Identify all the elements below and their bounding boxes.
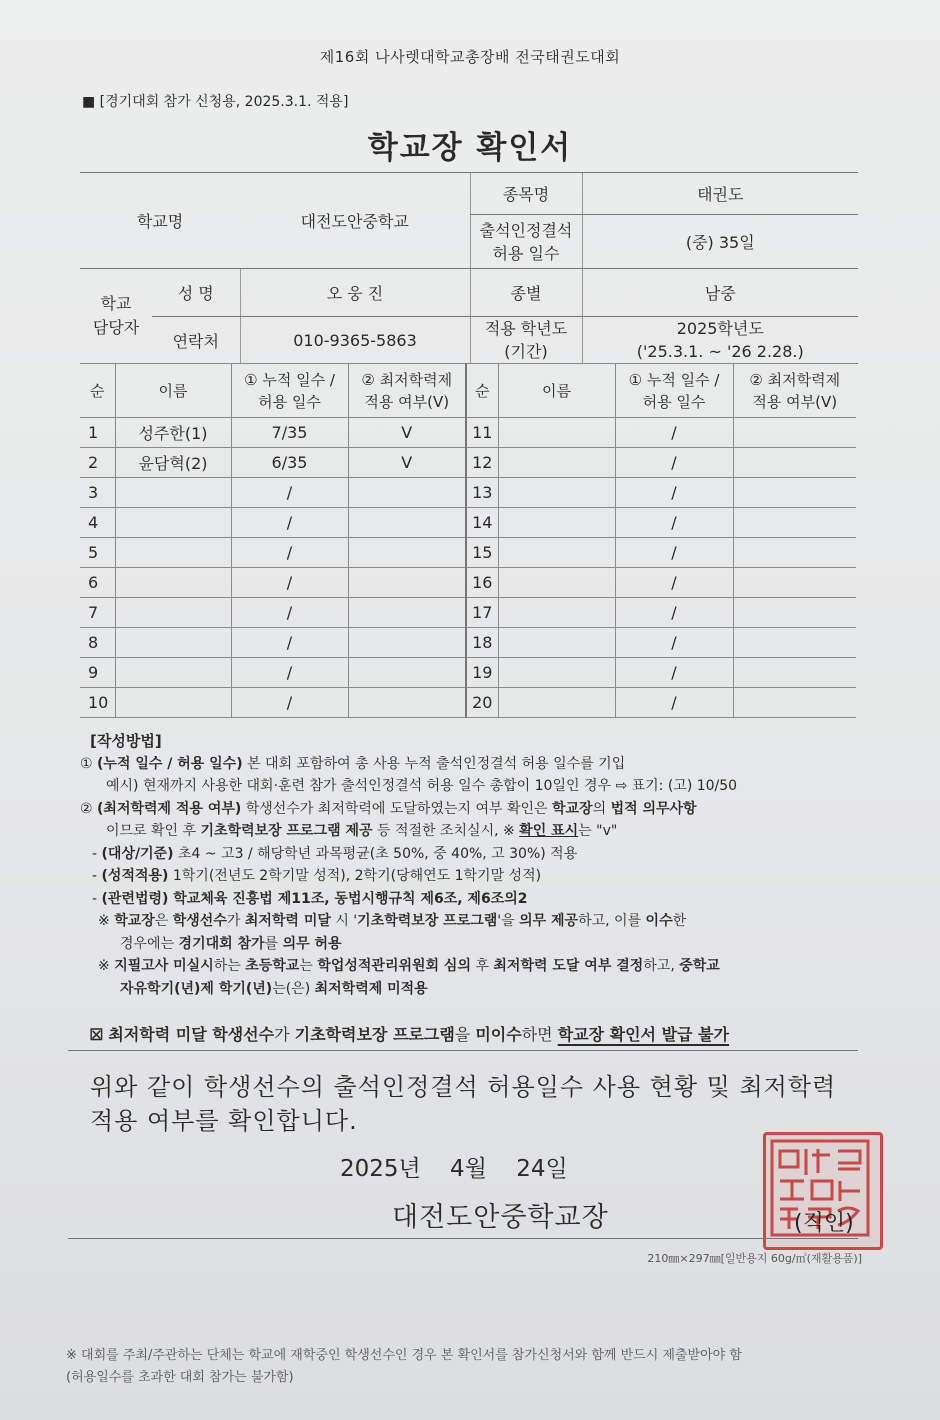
table-row — [80, 418, 856, 448]
form-tag: ■ [경기대회 참가 신청용, 2025.3.1. 적용] — [82, 94, 349, 110]
guide-note-mark: ※ — [98, 958, 115, 974]
guide-text: 를 — [264, 935, 283, 952]
table-row — [80, 598, 856, 628]
writing-guide — [80, 730, 860, 1000]
guide-dash: - — [92, 868, 102, 884]
warning-text: 하면 — [521, 1025, 558, 1044]
row-no-right: 13 — [466, 478, 498, 508]
row-no: 10 — [80, 688, 115, 718]
guide-line-11 — [80, 978, 860, 1001]
row-days-right: / — [615, 478, 733, 508]
guide-bold: 학업성적관리위원회 심의 — [317, 958, 471, 974]
header-days-line-2: 허용 일수 — [258, 392, 321, 411]
row-days: / — [231, 658, 348, 688]
guide-bold: 의무 제공 — [519, 913, 579, 929]
row-no-right: 11 — [466, 418, 498, 448]
guide-line-5 — [80, 843, 860, 866]
student-roster-table — [80, 363, 856, 718]
table-row — [80, 538, 856, 568]
issuer-name: 대전도안중학교장 — [392, 1202, 609, 1233]
guide-text: 는 "v" — [578, 823, 618, 839]
event-label: 종목명 — [470, 173, 582, 215]
warning-text: 가 — [274, 1025, 295, 1044]
row-days-right: / — [615, 538, 733, 568]
guide-line-4 — [80, 820, 860, 843]
guide-mark-1: ① — [80, 755, 93, 772]
row-days-right: / — [615, 658, 733, 688]
row-days-right: / — [615, 418, 733, 448]
guide-bold: 최저학력제 미적용 — [314, 980, 428, 997]
guide-dash: - — [92, 890, 102, 907]
row-check-right — [733, 418, 856, 448]
header-days — [231, 364, 348, 418]
guide-bold: 기초학력보장 프로그램 — [357, 913, 498, 929]
row-check — [348, 658, 466, 688]
guide-text: 학생선수가 최저학력에 도달하였는지 여부 확인은 — [241, 800, 552, 817]
arrow-box-icon: ⮽ — [90, 1025, 103, 1044]
guide-line-3 — [80, 798, 860, 821]
table-row — [80, 568, 856, 598]
warning-text: 최저학력 미달 학생선수 — [108, 1025, 275, 1044]
table-row — [80, 478, 856, 508]
warning-text: 을 — [454, 1025, 476, 1044]
guide-text: 하고, — [643, 958, 680, 974]
guide-bold: (성적적용) — [101, 868, 169, 884]
row-check — [348, 598, 466, 628]
row-check: V — [348, 448, 466, 478]
guide-text: 초4 ~ 고3 / 해당학년 과목평균(초 50%, 중 40%, 고 30%) 적용 — [173, 845, 578, 862]
header-days-line-1: ① 누적 일수 / — [244, 370, 335, 389]
row-no-right: 15 — [466, 538, 498, 568]
guide-text: 후 — [470, 958, 494, 974]
guide-bold: 자유학기(년)제 학기(년) — [120, 980, 273, 997]
row-name — [115, 688, 231, 718]
row-no: 1 — [80, 418, 115, 448]
allowed-days-label-2: 허용 일수 — [492, 243, 560, 263]
row-days-right: / — [615, 568, 733, 598]
guide-text: '을 — [497, 913, 520, 929]
guide-line-6 — [80, 865, 860, 888]
guide-line-10 — [80, 955, 860, 978]
guide-bold: 초등학교 — [245, 958, 300, 974]
row-no-right: 14 — [466, 508, 498, 538]
row-name-right — [498, 538, 615, 568]
row-name-right — [498, 658, 615, 688]
header-no-right: 순 — [466, 364, 498, 418]
row-days-right: / — [615, 598, 733, 628]
manager-label — [80, 269, 152, 364]
row-days: / — [231, 688, 348, 718]
footnote-line-1: ※ 대회를 주최/주관하는 단체는 학교에 재학중인 학생선수인 경우 본 확인서를 참가신청서와 함께 반드시 제출받아야 함 — [66, 1348, 742, 1363]
row-days: / — [231, 628, 348, 658]
competition-name: 제16회 나사렛대학교총장배 전국태권도대회 — [319, 48, 621, 66]
row-check-right — [733, 598, 856, 628]
guide-text: 한 — [672, 913, 687, 929]
header-min-line-2: 적용 여부(V) — [364, 392, 450, 411]
guide-text: 1학기(전년도 2학기말 성적), 2학기(당해연도 1학기말 성적) — [168, 868, 542, 884]
row-name — [115, 598, 231, 628]
row-name-right — [498, 568, 615, 598]
document-title: 학교장 확인서 — [367, 130, 573, 166]
table-row — [80, 508, 856, 538]
header-min-right-line-1: ② 최저학력제 — [749, 370, 841, 389]
school-value: 대전도안중학교 — [240, 173, 470, 269]
guide-bold: 중학교 — [679, 958, 720, 974]
warning-text: 기초학력보장 프로그램 — [294, 1025, 455, 1044]
row-check-right — [733, 658, 856, 688]
row-name — [115, 658, 231, 688]
academic-year-value — [582, 317, 858, 364]
row-name-right — [498, 448, 615, 478]
row-check — [348, 508, 466, 538]
divider — [68, 1050, 858, 1051]
guide-bold: (대상/기준) — [101, 845, 174, 862]
row-check-right — [733, 508, 856, 538]
header-min-right-line-2: 적용 여부(V) — [752, 392, 838, 411]
confirmation-statement: 위와 같이 학생선수의 출석인정결석 허용일수 사용 현황 및 최저학력 적용 여부를 확인합니다. — [90, 1073, 837, 1135]
guide-bold: 지필고사 미실시 — [114, 958, 214, 974]
divider — [68, 1238, 858, 1239]
row-check — [348, 538, 466, 568]
row-name — [115, 568, 231, 598]
row-days: / — [231, 598, 348, 628]
row-no-right: 12 — [466, 448, 498, 478]
guide-title: [작성방법] — [90, 732, 162, 750]
academic-year-label-1: 적용 학년도 — [484, 319, 568, 338]
header-days-right — [615, 364, 733, 418]
row-name: 윤담혁(2) — [115, 448, 231, 478]
seal-mark-label: (직인) — [794, 1211, 854, 1236]
guide-bold: 최저학력 도달 여부 결정 — [493, 958, 644, 974]
issue-date: 2025년 4월 24일 — [340, 1156, 568, 1182]
row-check — [348, 568, 466, 598]
warning-text: 학교장 확인서 발급 불가 — [557, 1025, 729, 1044]
row-days: / — [231, 538, 348, 568]
guide-bold: 의무 허용 — [282, 935, 342, 952]
guide-line-7 — [80, 888, 860, 911]
guide-text: 이므로 확인 후 — [106, 823, 201, 839]
guide-line-9 — [80, 933, 860, 956]
row-no: 4 — [80, 508, 115, 538]
header-no: 순 — [80, 364, 115, 418]
guide-text: 시 ' — [330, 913, 358, 929]
guide-bold: (최저학력제 적용 여부) — [97, 800, 242, 817]
row-days: / — [231, 568, 348, 598]
guide-bold: 학교장 — [552, 800, 593, 817]
table-row — [80, 658, 856, 688]
guide-bold: 학생선수 — [172, 913, 227, 929]
row-days-right: / — [615, 448, 733, 478]
guide-text: 하는 — [213, 958, 246, 974]
row-no-right: 18 — [466, 628, 498, 658]
gender-value: 남중 — [582, 269, 858, 317]
row-check-right — [733, 628, 856, 658]
academic-year-value-1: 2025학년도 — [676, 319, 764, 338]
header-name: 이름 — [115, 364, 231, 418]
academic-year-value-2: ('25.3.1. ~ '26 2.28.) — [636, 342, 804, 361]
guide-note-mark: ※ — [98, 913, 115, 929]
guide-bold: 학교장 — [114, 913, 155, 929]
row-check-right — [733, 448, 856, 478]
row-no-right: 17 — [466, 598, 498, 628]
footnote-line-2: (허용일수를 초과한 대회 참가는 불가함) — [66, 1370, 294, 1385]
guide-text: 의 — [592, 800, 611, 817]
guide-line-8 — [80, 910, 860, 933]
row-name — [115, 508, 231, 538]
row-days-right: / — [615, 508, 733, 538]
guide-line-2: 예시) 현재까지 사용한 대회·훈련 참가 출석인정결석 허용 일수 총합이 10일인 경우 ⇨ 표기: (고) 10/50 — [106, 778, 738, 794]
allowed-days-label — [470, 215, 582, 269]
submission-footnote — [66, 1345, 742, 1389]
guide-bold: 이수 — [645, 913, 673, 929]
row-no: 2 — [80, 448, 115, 478]
row-check-right — [733, 688, 856, 718]
row-days-right: / — [615, 688, 733, 718]
header-min-line-1: ② 최저학력제 — [361, 370, 453, 389]
row-check-right — [733, 538, 856, 568]
guide-bold: 경기대회 참가 — [178, 935, 265, 952]
table-row — [80, 628, 856, 658]
row-name-right — [498, 628, 615, 658]
manager-label-1: 학교 — [100, 294, 132, 313]
paper-size-note: 210㎜×297㎜[일반용지 60g/㎡(재활용품)] — [647, 1252, 862, 1265]
event-value: 태권도 — [582, 173, 858, 215]
header-days-right-line-2: 허용 일수 — [642, 392, 706, 411]
allowed-days-value: (중) 35일 — [582, 215, 858, 269]
academic-year-label — [470, 317, 582, 364]
row-no: 8 — [80, 628, 115, 658]
header-days-right-line-1: ① 누적 일수 / — [628, 370, 720, 389]
row-days: 7/35 — [231, 418, 348, 448]
guide-text: 는(은) — [272, 980, 315, 997]
gender-label: 종별 — [470, 269, 582, 317]
row-check-right — [733, 478, 856, 508]
row-name-right — [498, 418, 615, 448]
row-no: 6 — [80, 568, 115, 598]
guide-bold: 최저학력 미달 — [244, 913, 331, 929]
row-name — [115, 628, 231, 658]
guide-bold: 기초학력보장 프로그램 제공 — [200, 823, 373, 839]
manager-contact-label: 연락처 — [152, 317, 240, 364]
manager-name-label: 성 명 — [152, 269, 240, 317]
guide-bold: (누적 일수 / 허용 일수) — [97, 755, 243, 772]
guide-bold: 확인 표시 — [519, 823, 579, 839]
row-no: 9 — [80, 658, 115, 688]
warning-text: 미이수 — [475, 1025, 522, 1044]
guide-text: 경우에는 — [120, 935, 179, 952]
guide-text: 은 — [154, 913, 173, 929]
guide-text: 하고, 이를 — [578, 913, 646, 929]
guide-text: 가 — [226, 913, 245, 929]
header-min — [348, 364, 466, 418]
row-no-right: 20 — [466, 688, 498, 718]
guide-mark-2: ② — [80, 800, 93, 817]
manager-name-value: 오 웅 진 — [240, 269, 470, 317]
manager-label-2: 담당자 — [92, 318, 140, 337]
row-check: V — [348, 418, 466, 448]
row-days: 6/35 — [231, 448, 348, 478]
row-no: 7 — [80, 598, 115, 628]
row-name-right — [498, 598, 615, 628]
school-label: 학교명 — [80, 173, 240, 269]
row-name-right — [498, 508, 615, 538]
manager-contact-value: 010-9365-5863 — [240, 317, 470, 364]
row-check — [348, 688, 466, 718]
table-row — [80, 688, 856, 718]
row-days: / — [231, 478, 348, 508]
row-no-right: 19 — [466, 658, 498, 688]
header-name-right: 이름 — [498, 364, 615, 418]
academic-year-label-2: (기간) — [504, 342, 548, 361]
guide-bold: (관련법령) 학교체육 진흥법 제11조, 동법시행규칙 제6조, 제6조의2 — [101, 890, 528, 907]
guide-bold: 법적 의무사항 — [610, 800, 697, 817]
guide-text: 는 — [299, 958, 318, 974]
row-no: 3 — [80, 478, 115, 508]
row-no: 5 — [80, 538, 115, 568]
row-check — [348, 628, 466, 658]
row-name — [115, 478, 231, 508]
guide-line-1 — [80, 753, 860, 776]
table-row — [80, 448, 856, 478]
guide-text: 본 대회 포함하여 총 사용 누적 출석인정결석 허용 일수를 기입 — [242, 755, 626, 772]
row-name: 성주한(1) — [115, 418, 231, 448]
roster-header-row — [80, 364, 856, 418]
row-no-right: 16 — [466, 568, 498, 598]
issuance-warning — [90, 1022, 729, 1045]
row-days: / — [231, 508, 348, 538]
info-table — [80, 172, 858, 364]
guide-dash: - — [92, 845, 102, 862]
allowed-days-label-1: 출석인정결석 — [479, 220, 573, 240]
header-min-right — [733, 364, 856, 418]
row-check-right — [733, 568, 856, 598]
row-days-right: / — [615, 628, 733, 658]
row-check — [348, 478, 466, 508]
row-name — [115, 538, 231, 568]
guide-text: 등 적절한 조치실시, ※ — [372, 823, 520, 839]
row-name-right — [498, 478, 615, 508]
row-name-right — [498, 688, 615, 718]
